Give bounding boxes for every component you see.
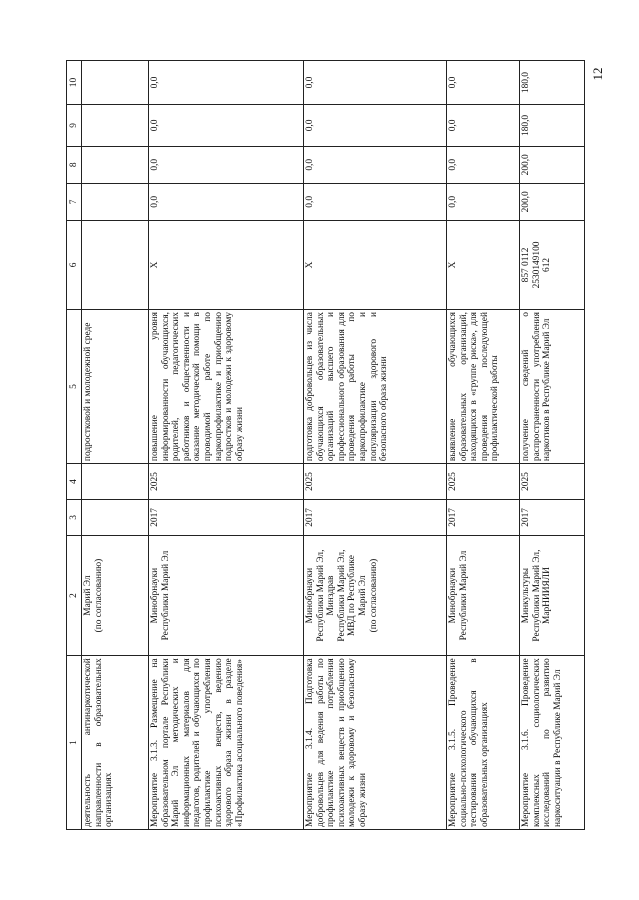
- funding-value: 180,0: [520, 61, 585, 105]
- executor-line: Марий Эл: [357, 575, 368, 616]
- funding-value: 0,0: [447, 146, 520, 183]
- funding-value: 0,0: [447, 183, 520, 220]
- budget-code-line: 612: [542, 257, 553, 272]
- start-year: [82, 499, 149, 535]
- budget-code: [82, 220, 149, 309]
- executor: [149, 535, 304, 655]
- column-number: 6: [67, 220, 82, 309]
- funding-value: 0,0: [149, 105, 304, 147]
- budget-code: X: [304, 220, 447, 309]
- executor-line: Марий Эл: [83, 575, 93, 616]
- program-table: [66, 60, 585, 830]
- funding-value: 200,0: [520, 183, 585, 220]
- program-table-rotated: [66, 60, 572, 830]
- measure-name: деятельность антинаркотической направленности в образовательных организациях: [82, 656, 149, 830]
- table-row: [447, 61, 520, 830]
- start-year: 2017: [520, 499, 585, 535]
- end-year: 2025: [304, 464, 447, 500]
- end-year: [82, 464, 149, 500]
- budget-code: X: [149, 220, 304, 309]
- column-number: 5: [67, 310, 82, 464]
- executor-line: (по согласованию): [368, 558, 379, 633]
- budget-code: [520, 220, 585, 309]
- executor: [82, 535, 149, 655]
- table-row: [149, 61, 304, 830]
- end-year: 2025: [520, 464, 585, 500]
- executor-line: Республики Марий Эл,: [531, 549, 542, 642]
- budget-code-line: 2530149100: [531, 241, 542, 289]
- budget-code: X: [447, 220, 520, 309]
- executor: [520, 535, 585, 655]
- column-number-row: [67, 61, 82, 830]
- executor-line: (по согласованию): [93, 558, 104, 633]
- funding-value: [82, 146, 149, 183]
- column-number: 8: [67, 146, 82, 183]
- executor-line: Минобрнауки: [150, 567, 160, 624]
- funding-value: 0,0: [149, 61, 304, 105]
- executor-line: Минкультуры: [521, 567, 531, 624]
- funding-value: 0,0: [149, 183, 304, 220]
- executor-line: Минздрав: [326, 575, 337, 616]
- executor-line: Минобрнауки: [448, 567, 458, 624]
- funding-value: 0,0: [304, 146, 447, 183]
- executor: [447, 535, 520, 655]
- table-row: [82, 61, 149, 830]
- column-number: 9: [67, 105, 82, 147]
- start-year: 2017: [304, 499, 447, 535]
- expected-result: повышение уровня информированности обучающихся, родителей, педагогических работников и общественности и оказание методической помощи в проводимой работе по наркопрофилактике и приобщению подростков и молодежи к здоровому образу жизни: [149, 310, 304, 464]
- executor-line: Республики Марий Эл,: [315, 549, 326, 642]
- measure-name: Мероприятие 3.1.6. Проведение комплексных социологических исследований по развитию наркоситуации в Республике Марий Эл: [520, 656, 585, 830]
- funding-value: 0,0: [447, 61, 520, 105]
- column-number: 7: [67, 183, 82, 220]
- table-row: [304, 61, 447, 830]
- budget-code-line: 857 0112: [521, 247, 531, 283]
- funding-value: [82, 105, 149, 147]
- table-row: [520, 61, 585, 830]
- funding-value: 0,0: [304, 183, 447, 220]
- executor-line: Минобрнауки: [305, 567, 315, 624]
- column-number: 2: [67, 535, 82, 655]
- end-year: 2025: [149, 464, 304, 500]
- funding-value: 0,0: [304, 61, 447, 105]
- executor-line: МВД по Республике: [347, 555, 358, 637]
- funding-value: 0,0: [149, 146, 304, 183]
- funding-value: [82, 183, 149, 220]
- funding-value: [82, 61, 149, 105]
- executor: [304, 535, 447, 655]
- column-number: 10: [67, 61, 82, 105]
- measure-name: Мероприятие 3.1.5. Проведение социально-психологического тестирования обучающихся в образовательных организациях: [447, 656, 520, 830]
- expected-result: выявление обучающихся образовательных организаций, находящихся в «группе риска», для проведения последующей профилактической работы: [447, 310, 520, 464]
- executor-line: Республики Марий Эл,: [336, 549, 347, 642]
- expected-result: получение сведений о распространенности употребления наркотиков в Республике Марий Эл: [520, 310, 585, 464]
- funding-value: 0,0: [304, 105, 447, 147]
- column-number: 1: [67, 656, 82, 830]
- funding-value: 180,0: [520, 105, 585, 147]
- executor-line: МарНИИЯЛИ: [542, 567, 553, 625]
- measure-name: Мероприятие 3.1.4. Подготовка добровольцев для ведения работы по профилактике потребления психоактивных веществ и приобщению молодежи к здоровому и безопасному образу жизни: [304, 656, 447, 830]
- expected-result: подготовка добровольцев из числа обучающихся образовательных организаций высшего и профессионального образования для проведения работы по наркопрофилактике и популяризации здорового и безопасного образа жизни: [304, 310, 447, 464]
- start-year: 2017: [149, 499, 304, 535]
- column-number: 3: [67, 499, 82, 535]
- measure-name: Мероприятие 3.1.3. Размещение на образовательном портале Республики Марий Эл методических и информационных материалов для педагогов, родителей и обучающихся по профилактике употребления психоактивных веществ, ведению здорового образа жизни в разделе «Профилактика асоциального поведения»: [149, 656, 304, 830]
- funding-value: 0,0: [447, 105, 520, 147]
- page-number: 12: [590, 67, 605, 81]
- executor-line: Республики Марий Эл: [160, 550, 171, 641]
- start-year: 2017: [447, 499, 520, 535]
- funding-value: 200,0: [520, 146, 585, 183]
- column-number: 4: [67, 464, 82, 500]
- executor-line: Республики Марий Эл: [458, 550, 469, 641]
- end-year: 2025: [447, 464, 520, 500]
- expected-result: подростковой и молодежной среде: [82, 310, 149, 464]
